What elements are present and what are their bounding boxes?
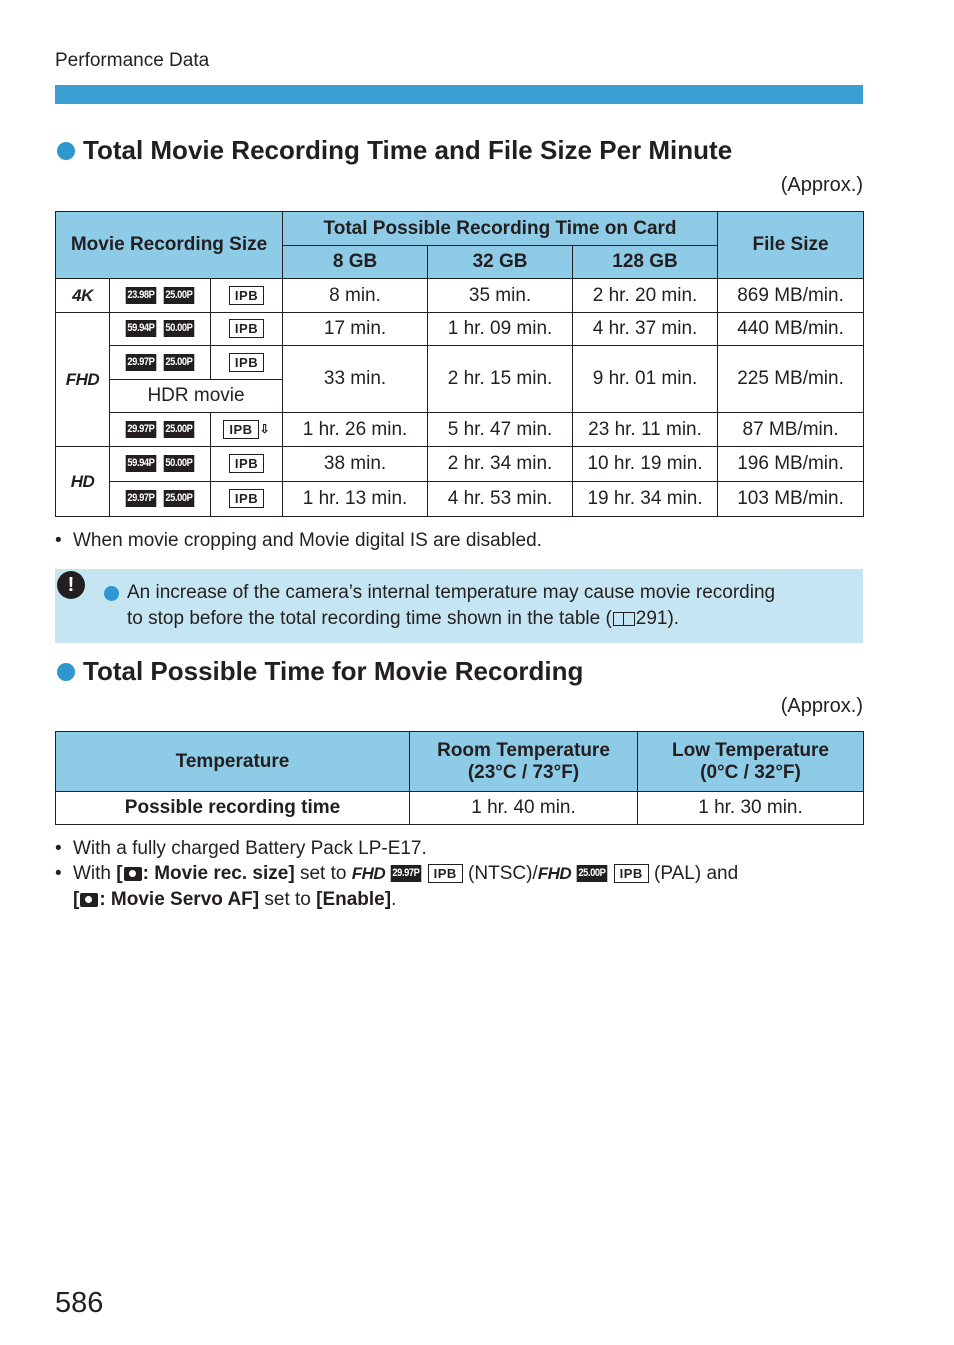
time-8gb: 8 min. <box>283 279 428 313</box>
caution-icon: ! <box>57 571 85 599</box>
running-head: Performance Data <box>55 50 210 71</box>
table-row <box>56 346 864 380</box>
table-row <box>56 792 864 825</box>
table-row <box>56 447 864 482</box>
time-8gb: 1 hr. 13 min. <box>283 482 428 517</box>
size-4k-icon: 4K <box>56 279 110 313</box>
section-title-possible-time <box>57 656 583 687</box>
recording-time-table <box>55 211 864 517</box>
section-title-text: Total Possible Time for Movie Recording <box>83 656 584 686</box>
bullet-settings: • With [ : Movie rec. size] set to FHD 29.97P IPB (NTSC)/FHD 25.00P IPB (PAL) and <box>55 863 739 884</box>
approx-label: (Approx.) <box>780 174 863 196</box>
frame-rate-icon: 29.97P 25.00P <box>110 346 211 380</box>
book-icon <box>613 612 635 626</box>
header-32gb: 32 GB <box>428 246 573 279</box>
footnote-text: When movie cropping and Movie digital IS are disabled. <box>73 530 542 551</box>
section-title-text: Total Movie Recording Time and File Size Per Minute <box>83 135 733 165</box>
bullet-settings-cont: [ : Movie Servo AF] set to [Enable]. <box>73 889 397 910</box>
file-size: 87 MB/min. <box>718 413 864 447</box>
file-size: 869 MB/min. <box>718 279 864 313</box>
bullet-battery: • With a fully charged Battery Pack LP-E17. <box>55 838 427 859</box>
time-128gb: 2 hr. 20 min. <box>573 279 718 313</box>
file-size: 103 MB/min. <box>718 482 864 517</box>
time-8gb: 38 min. <box>283 447 428 482</box>
compression-ipb-icon: IPB <box>428 864 463 883</box>
compression-ipb-icon: IPB <box>211 279 283 313</box>
compression-ipb-lite-icon: IPB ⇩ <box>211 413 283 447</box>
time-8gb: 17 min. <box>283 313 428 346</box>
frame-rate-icon: 59.94P 50.00P <box>110 447 211 482</box>
table-row <box>56 413 864 447</box>
footnote: • When movie cropping and Movie digital IS are disabled. <box>55 530 542 551</box>
camera-icon <box>80 893 98 907</box>
time-128gb: 19 hr. 34 min. <box>573 482 718 517</box>
frame-rate-icon: 59.94P 50.00P <box>110 313 211 346</box>
bullet-dot-icon <box>104 586 119 601</box>
time-32gb: 2 hr. 15 min. <box>428 346 573 413</box>
compression-ipb-icon: IPB <box>211 313 283 346</box>
row-label: Possible recording time <box>56 792 410 825</box>
caution-box <box>55 569 863 643</box>
header-file-size: File Size <box>718 212 864 279</box>
size-hd-icon: HD <box>56 447 110 517</box>
room-temp-value: 1 hr. 40 min. <box>410 792 638 825</box>
table-row <box>56 279 864 313</box>
compression-ipb-icon: IPB <box>211 346 283 380</box>
page-number: 586 <box>55 1287 104 1319</box>
frame-rate-icon: 29.97P 25.00P <box>110 482 211 517</box>
size-fhd-icon: FHD <box>351 864 386 884</box>
compression-ipb-icon: IPB <box>614 864 649 883</box>
time-128gb: 23 hr. 11 min. <box>573 413 718 447</box>
page-reference[interactable]: 291 <box>635 608 668 629</box>
frame-rate-icon: 25.00P <box>577 865 607 882</box>
bullet-dot-icon <box>57 142 75 160</box>
file-size: 196 MB/min. <box>718 447 864 482</box>
hdr-movie-label: HDR movie <box>110 380 283 413</box>
header-movie-size: Movie Recording Size <box>56 212 283 279</box>
header-room-temperature: Room Temperature (23°C / 73°F) <box>410 732 638 792</box>
time-128gb: 10 hr. 19 min. <box>573 447 718 482</box>
approx-label: (Approx.) <box>780 695 863 717</box>
possible-time-table <box>55 731 864 825</box>
time-128gb: 9 hr. 01 min. <box>573 346 718 413</box>
bullet-dot-icon <box>57 663 75 681</box>
frame-rate-icon: 29.97P <box>391 865 421 882</box>
table-row <box>56 313 864 346</box>
size-fhd-icon: FHD <box>56 313 110 447</box>
time-128gb: 4 hr. 37 min. <box>573 313 718 346</box>
frame-rate-icon: 23.98P 25.00P <box>110 279 211 313</box>
file-size: 225 MB/min. <box>718 346 864 413</box>
file-size: 440 MB/min. <box>718 313 864 346</box>
header-128gb: 128 GB <box>573 246 718 279</box>
header-temperature: Temperature <box>56 732 410 792</box>
caution-text: An increase of the camera’s internal temperature may cause movie recording to stop before the total recording time shown in the table ( 291). <box>127 582 776 629</box>
header-8gb: 8 GB <box>283 246 428 279</box>
table-row <box>56 482 864 517</box>
time-32gb: 2 hr. 34 min. <box>428 447 573 482</box>
header-low-temperature: Low Temperature (0°C / 32°F) <box>638 732 864 792</box>
time-8gb: 1 hr. 26 min. <box>283 413 428 447</box>
camera-icon <box>124 867 142 881</box>
header-bar <box>55 85 863 104</box>
time-8gb: 33 min. <box>283 346 428 413</box>
low-temp-value: 1 hr. 30 min. <box>638 792 864 825</box>
time-32gb: 35 min. <box>428 279 573 313</box>
time-32gb: 1 hr. 09 min. <box>428 313 573 346</box>
time-32gb: 4 hr. 53 min. <box>428 482 573 517</box>
compression-ipb-icon: IPB <box>211 482 283 517</box>
size-fhd-icon: FHD <box>537 864 572 884</box>
compression-ipb-icon: IPB <box>211 447 283 482</box>
time-32gb: 5 hr. 47 min. <box>428 413 573 447</box>
header-total-time: Total Possible Recording Time on Card <box>283 212 718 246</box>
frame-rate-icon: 29.97P 25.00P <box>110 413 211 447</box>
section-title-file-size <box>57 135 732 166</box>
